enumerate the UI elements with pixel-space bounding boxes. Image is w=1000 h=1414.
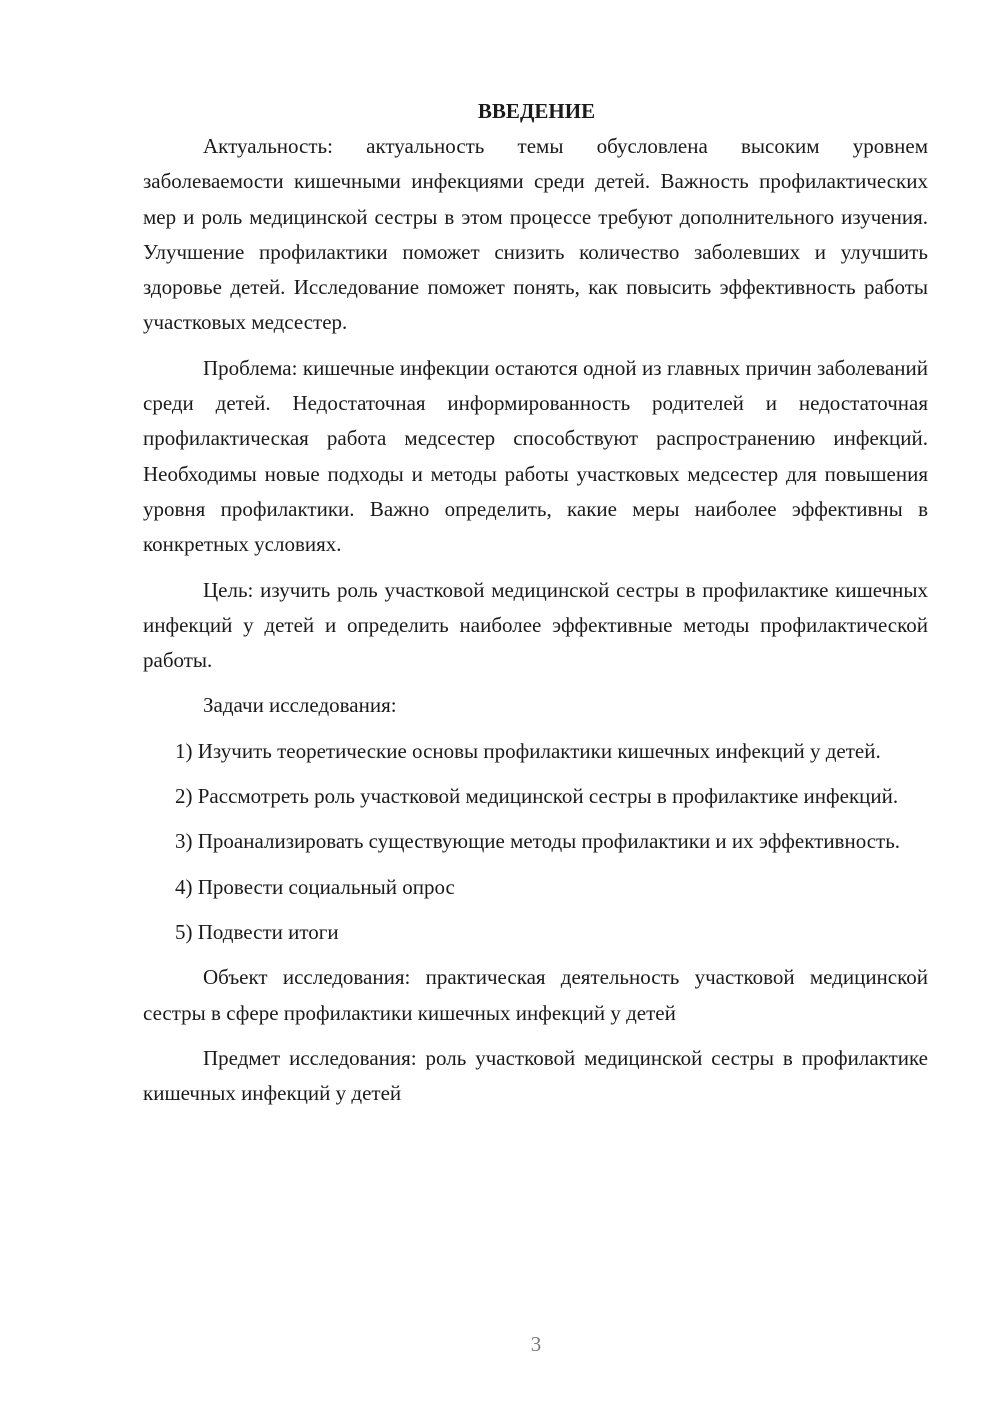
task-item: 2) Рассмотреть роль участковой медицинской сестры в профилактике инфекций. <box>175 784 899 809</box>
task-item: 5) Подвести итоги <box>175 919 339 944</box>
subject-paragraph: Предмет исследования: роль участковой медицинской сестры в профилактике кишечных инфекций у детей <box>143 1045 928 1106</box>
document-body <box>143 96 928 1111</box>
task-item: 4) Провести социальный опрос <box>175 874 455 899</box>
page-number: 3 <box>530 1332 542 1356</box>
task-item: 1) Изучить теоретические основы профилактики кишечных инфекций у детей. <box>175 738 881 763</box>
object-paragraph: Объект исследования: практическая деятельность участковой медицинской сестры в сфере профилактики кишечных инфекций у детей <box>143 965 928 1025</box>
relevance-paragraph: Актуальность: актуальность темы обусловлена высоким уровнем заболеваемости кишечными инфекциями среди детей. Важность профилактических мер и роль медицинской сестры в этом процессе требуют дополнительного изучения. Улучшение профилактики поможет снизить количество заболевших и улучшить здоровье детей. Исследование поможет понять, как повысить эффективность работы участковых медсестер. <box>143 134 928 335</box>
task-item: 3) Проанализировать существующие методы профилактики и их эффективность. <box>175 829 901 854</box>
section-title: ВВЕДЕНИЕ <box>477 99 596 123</box>
tasks-heading: Задачи исследования: <box>203 693 397 718</box>
problem-paragraph: Проблема: кишечные инфекции остаются одной из главных причин заболеваний среди детей. Недостаточная информированность родителей и недостаточная профилактическая работа медсестер способствуют распространению инфекций. Необходимы новые подходы и методы работы участковых медсестер для повышения уровня профилактики. Важно определить, какие меры наиболее эффективны в конкретных условиях. <box>143 355 928 557</box>
goal-paragraph: Цель: изучить роль участковой медицинской сестры в профилактике кишечных инфекций у детей и определить наиболее эффективные методы профилактической работы. <box>143 577 928 673</box>
